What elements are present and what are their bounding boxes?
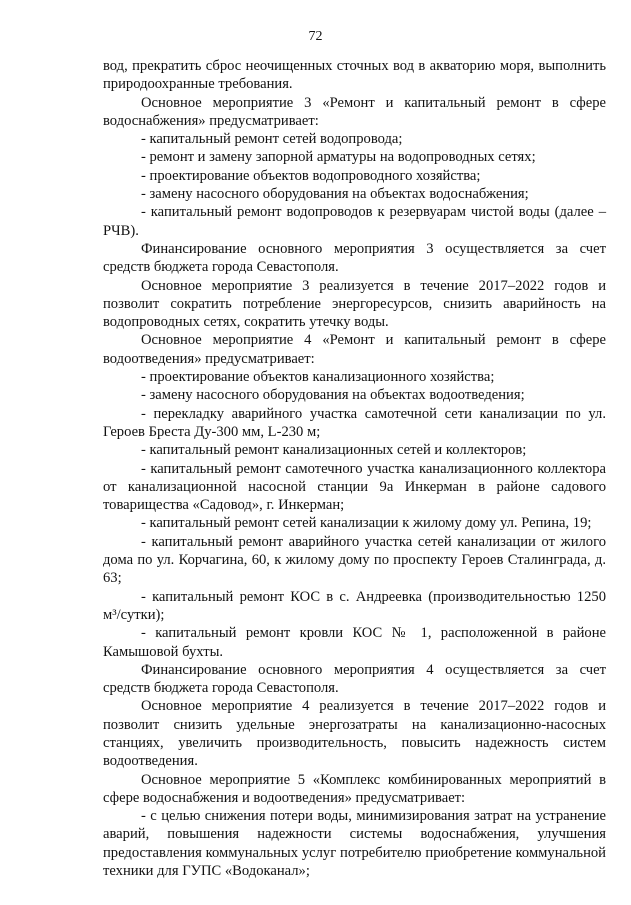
- document-body: [103, 57, 606, 880]
- page-number: 72: [308, 29, 323, 44]
- list-item: - капитальный ремонт водопроводов к резервуарам чистой воды (далее – РЧВ).: [103, 204, 606, 239]
- list-item: - капитальный ремонт аварийного участка сетей канализации от жилого дома по ул. Корчагина, 60, к жилому дому по проспекту Героев Сталинграда, д. 63;: [103, 533, 606, 587]
- paragraph: Основное мероприятие 4 «Ремонт и капитальный ремонт в сфере водоотведения» предусматривает:: [103, 332, 606, 367]
- list-item: - проектирование объектов водопроводного хозяйства;: [141, 167, 481, 184]
- list-item: - замену насосного оборудования на объектах водоотведения;: [141, 387, 525, 404]
- list-item: - капитальный ремонт канализационных сетей и коллекторов;: [141, 442, 527, 459]
- list-item: - капитальный ремонт КОС в с. Андреевка (производительностью 1250 м³/сутки);: [103, 588, 606, 623]
- paragraph: Основное мероприятие 3 «Ремонт и капитальный ремонт в сфере водоснабжения» предусматривает:: [103, 94, 606, 129]
- paragraph: Основное мероприятие 3 реализуется в течение 2017–2022 годов и позволит сократить потребление энергоресурсов, снизить аварийность на водопроводных сетях, сократить утечку воды.: [103, 277, 606, 331]
- paragraph: вод, прекратить сброс неочищенных сточных вод в акваторию моря, выполнить природоохранные требования.: [103, 58, 606, 93]
- list-item: - капитальный ремонт кровли КОС № 1, расположенной в районе Камышовой бухты.: [103, 625, 606, 660]
- list-item: - с целью снижения потери воды, минимизирования затрат на устранение аварий, повышения надежности системы водоснабжения, улучшения предоставления коммунальных услуг потребителю приобретение коммунальной техники для ГУПС «Водоканал»;: [103, 808, 606, 880]
- paragraph: Финансирование основного мероприятия 3 осуществляется за счет средств бюджета города Севастополя.: [103, 240, 606, 276]
- paragraph: Основное мероприятие 5 «Комплекс комбинированных мероприятий в сфере водоснабжения и водоотведения» предусматривает:: [103, 771, 606, 806]
- paragraph: Основное мероприятие 4 реализуется в течение 2017–2022 годов и позволит снизить удельные энергозатраты на канализационно-насосных станциях, увеличить производительность, повысить надежность систем водоотведения.: [103, 698, 606, 770]
- list-item: - проектирование объектов канализационного хозяйства;: [141, 369, 495, 386]
- list-item: - капитальный ремонт самотечного участка канализационного коллектора от канализационной насосной станции 9а Инкерман в районе садового товарищества «Садовод», г. Инкерман;: [103, 460, 606, 514]
- list-item: - капитальный ремонт сетей канализации к жилому дому ул. Репина, 19;: [141, 515, 592, 532]
- list-item: - ремонт и замену запорной арматуры на водопроводных сетях;: [141, 149, 536, 166]
- list-item: - замену насосного оборудования на объектах водоснабжения;: [141, 186, 529, 203]
- paragraph: Финансирование основного мероприятия 4 осуществляется за счет средств бюджета города Севастополя.: [103, 661, 606, 697]
- list-item: - перекладку аварийного участка самотечной сети канализации по ул. Героев Бреста Ду-300 мм, L-230 м;: [103, 405, 606, 440]
- list-item: - капитальный ремонт сетей водопровода;: [141, 131, 403, 148]
